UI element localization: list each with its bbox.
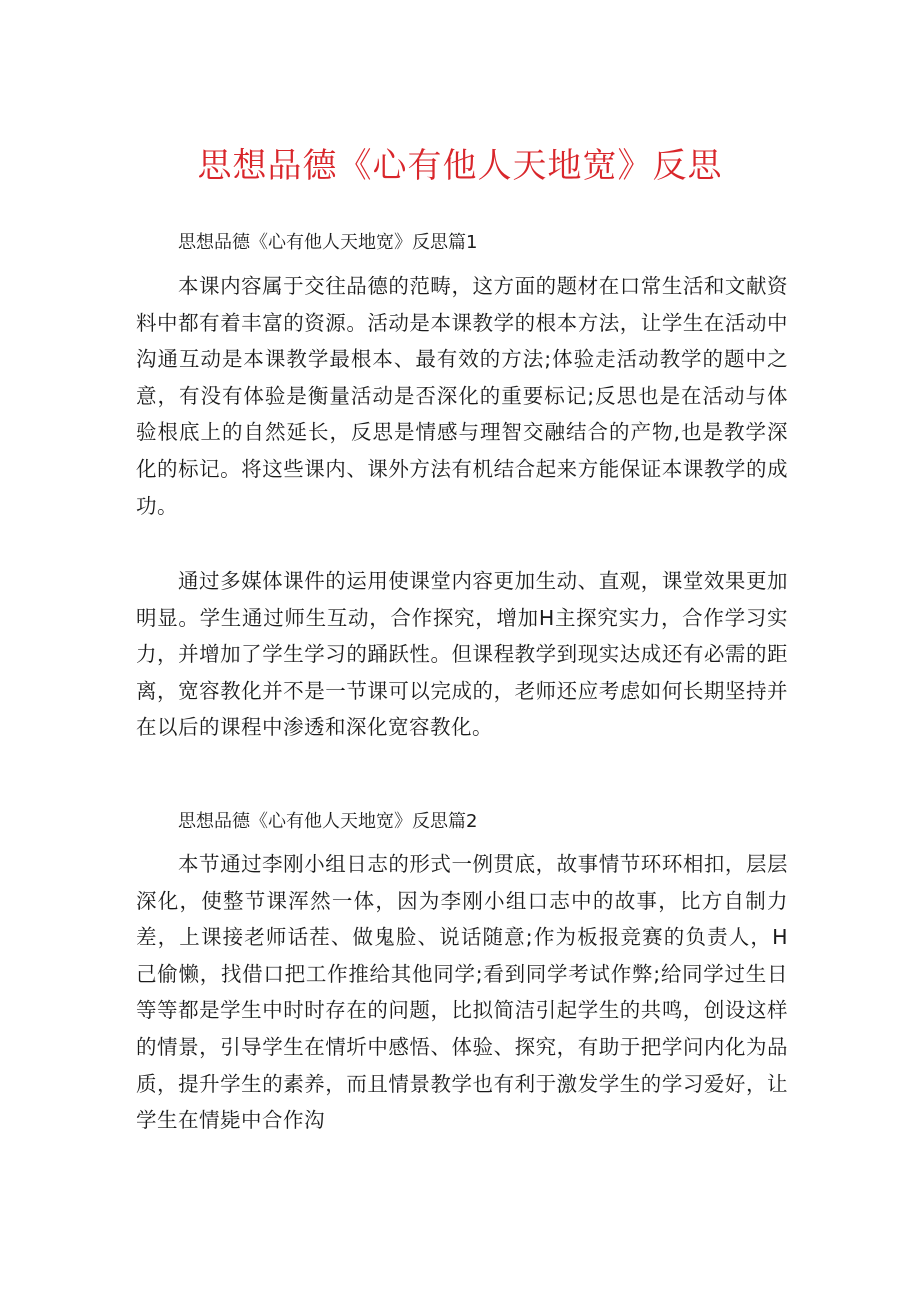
section-heading-1: 思想品德《心有他人天地宽》反思篇1 (178, 232, 478, 253)
section-1-paragraph-2: 通过多媒体课件的运用使课堂内容更加生动、直观，课堂效果更加明显。学生通过师生互动，合作探究，增加H主探究实力，合作学习实力，并增加了学生学习的踊跃性。但课程教学到现实达成还有必需的距离，宽容教化并不是一节课可以完成的，老师还应考虑如何长期坚持并在以后的课程中渗透和深化宽容教化。 (136, 569, 788, 740)
document-title: 思想品德《心有他人天地宽》反思 (197, 146, 723, 186)
section-heading-2: 思想品德《心有他人天地宽》反思篇2 (178, 811, 478, 832)
section-1-paragraph-1: 本课内容属于交往品德的范畴，这方面的题材在口常生活和文献资料中都有着丰富的资源。活动是本课教学的根本方法，让学生在活动中沟通互动是本课教学最根本、最有效的方法;体验走活动教学的题中之意，有没有体验是衡量活动是否深化的重要标记;反思也是在活动与体验根底上的自然延长，反思是情感与理智交融结合的产物,也是教学深化的标记。将这些课内、课外方法有机结合起来方能保证本课教学的成功。 (136, 274, 788, 518)
section-2-paragraph-1: 本节通过李刚小组日志的形式一例贯底，故事情节环环相扣，层层深化，使整节课浑然一体，因为李刚小组口志中的故事，比方自制力差，上课接老师话茬、做鬼脸、说话随意;作为板报竞赛的负责人，H己偷懒，找借口把工作推给其他同学;看到同学考试作弊;给同学过生日等等都是学生中时时存在的问题，比拟简洁引起学生的共鸣，创设这样的情景，引导学生在情圻中感悟、体验、探究，有助于把学问内化为品质，提升学生的素养，而且情景教学也有利于激发学生的学习爱好，让学生在情毙中合作沟 (136, 852, 788, 1133)
